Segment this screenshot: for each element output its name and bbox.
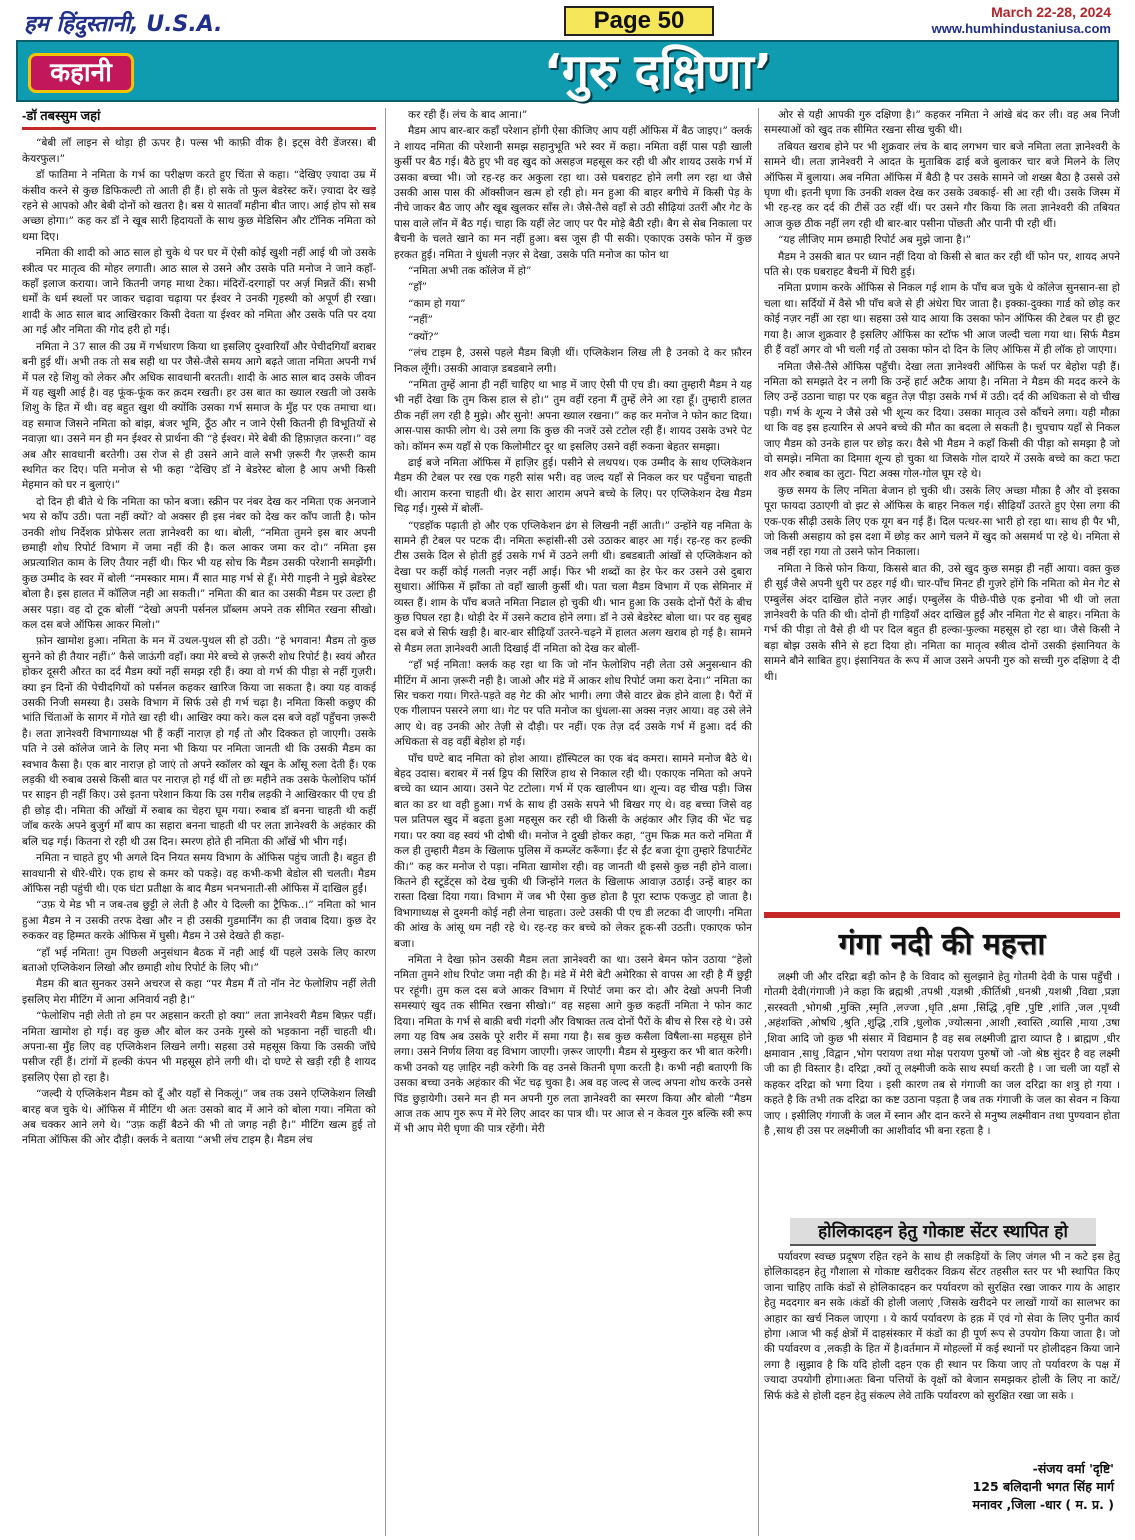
paragraph: नमिता न चाहते हुए भी अगले दिन नियत समय विभाग के ऑफिस पहुंच जाती है। बहुत ही सावधानी से धीरे-धीरे। एक हाथ से कमर को पकड़े। वह कभी-कभी बेडोल सी चलती। मैडम ऑफिस नही पहुंची थी। एक घंटा प्रतीक्षा के बाद मैडम भनभनाती-सी ऑफिस में दाखिल हुईं। (22, 852, 376, 895)
author-address-line: मनावर ,जिला -धार ( म. प्र. ) (972, 1497, 1114, 1512)
paragraph: लक्ष्मी जी और दरिद्रा बड़ी कोन है के विवाद को सुलझाने हेतु गोतमी देवी के पास पहुँची । गोतमी देवी(गंगाजी )ने कहा कि ब्रह्मश्री ,तपश्री ,यज्ञश्री ,कीर्तिश्री ,धनश्री ,यशश्री ,विद्या ,प्रज्ञा ,सरस्वती ,भोगश्री ,मुक्ति ,स्मृति ,लज्जा ,धृति ,क्षमा ,सिद्धि ,वृष्टि ,पुष्टि ,शांति ,जल ,पृथ्वी ,अहंशक्ति ,ओषधि ,श्रुति ,शुद्धि ,रात्रि ,धुलोक ,ज्योत्सना ,आशी ,स्वास्ति ,व्यासि ,माया ,उषा ,शिवा आदि जो कुछ भी संसार में विद्यमान है वह सब लक्ष्मीजी द्वारा व्याप्त है । ब्राह्मण ,धीर क्षमावान ,साधु ,विद्वान ,भोग परायण तथा मोक्ष परायण पुरुषों जो -जो श्रेष्ठ सुंदर है वह लक्ष्मी जी का ही विस्तार है। दरिद्रा ,क्यों तू लक्ष्मीजी कके साथ स्पर्धा करती है । जा चली जा यहाँ से कहकर दरिद्रा को भगा दिया । इसी कारण तब से गंगाजी का जल दरिद्रा का शत्रु हो गया । कहते है कि तभी तक दरिद्रा का कष्ट उठाना पड़ता है जब तक गंगाजी के जल का सेवन न किया जाए । इसीलिए गंगाजी के जल में स्नान और दान करने से मनुष्य लक्ष्मीवान तथा पुण्यवान होता है ,साथ ही उस पर लक्ष्मीजी का आशीर्वाद भी बना रहता है । (764, 971, 1120, 1138)
paragraph: “फेलोशिप नही लेती तो हम पर अहसान करती हो क्या” लता ज्ञानेश्वरी मैडम बिफ़र पड़ीं। नमिता खामोश हो गई। वह कुछ और बोल कर उनके गुस्से को भड़काना नहीं चाहती थी। अपना-सा मुँह लिए वह एप्लिकेशन लिखने लगी। सहसा उसे महसूस किया कि उसकी जाँघे पसीज रहीं हैं। टांगों में हल्की कंपन भी महसूस होने लगी थी। दो घण्टे से खड़ी रही है शायद इसलिए ऐसा हो रहा है। (22, 1010, 376, 1084)
byline-rule (22, 127, 376, 130)
story-column-3 (764, 108, 1120, 908)
paragraph: कुछ समय के लिए नमिता बेजान हो चुकी थी। उसके लिए अच्छा मौक़ा है और वो इसका पूरा फायदा उठाएगी वो झट से ऑफिस के बाहर निकल गई। सीढ़ियाँ उतरते हुए ऐसा लगा की एक-एक सीढ़ी उसके लिए एक यूग बन गई हैं। दिल पत्थर-सा भारी हो रहा था। साथ ही पैर भी, जो किसी असहाय को इस दशा में छोड़ कर आगे चलने में खुद को असमर्थ पा रहे थे। नमिता से जब नहीं रहा गया तो उसने फोन निकाला। (764, 484, 1120, 559)
paragraph: नमिता जैसे-तैसे ऑफिस पहुँची। देखा लता ज्ञानेश्वरी ऑफिस के फर्श पर बेहोश पड़ी हैं। नमिता को समझते देर न लगी कि उन्हें हार्ट अटैक आया है। नमिता ने मैडम की मदद करने के लिए उन्हें उठाना चाहा पर एक बहुत तेज़ पीड़ा उसके गर्भ में उठी। दर्द की अधिकता से वो चीख पड़ी। गर्भ के शून्य ने जैसे उसे भी शून्य कर दिया। उसका मातृत्व उसे कौंचने लगा। यही मौक़ा था कि वह इस हत्यारिन से अपने बच्चे की मौत का बदला ले सकती है। चुपचाप यहाँ से निकल जाए मैडम को उनके हाल पर छोड़ कर। वैसे भी मैडम ने कहाँ किसी की पीड़ा को समझा है जो वो समझे। नमिता का दिमाग़ शून्य हो चुका था जिसके गोल दायरे में उसके बच्चे का कटा फटा शव और रुबाब का लुटा- पिटा अक्स गोल-गोल घूम रहे थे। (764, 360, 1120, 481)
paragraph: मैडम आप बार-बार कहाँ परेशान होंगी ऐसा कीजिए आप यहीं ऑफिस में बैठ जाइए।” क्लर्क ने शायद नमिता की परेशानी समझ सहानुभूति भरे स्वर में कहा। नमिता वहीं पास पड़ी खाली कुर्सी पर बैठ गई। बैठे हुए भी वह खुद को असहज महसूस कर रही थी और शायद उसके गर्भ में उसका बच्चा भी। जो रह-रह कर अकुला रहा था। उसे घबराहट होने लगी लग रहा था जैसे उसकी आस पास की ऑक्सीजन खत्म हो रही हो। मन हुआ की बाहर बगीचे में किसी पेड़ के नीचे जाकर बैठ जाए और खूब खुलकर साँस ले। जैसे-तैसे वहाँ से उठी सीढ़ियां उतरीं और गेट के पास वाले लॉन में बैठ गई। चाहा कि यहीं लेट जाए पर पैर मोड़े बैठी रही। बैग से सेब निकाला पर बैचनी के चलते खाने का मन नहीं हुआ। बस जूस ही पी सकी। एकाएक उसके फोन में कुछ हरकत हुई। नमिता ने धुंधली नज़र से देखा, उसके पति मनोज का फोन था (394, 125, 752, 261)
website-url: www.humhindustaniusa.com (931, 21, 1111, 36)
page-number: Page 50 (564, 6, 714, 36)
issue-date: March 22-28, 2024 (991, 4, 1111, 20)
story-column-2 (394, 108, 752, 1536)
ganga-article-body (764, 970, 1120, 1214)
paragraph: डॉ फातिमा ने नमिता के गर्भ का परीक्षण करते हुए चिंता से कहा। “देखिए ज़्यादा उम्र में कंसीव करने से कुछ डिफिकल्टी तो आती ही हैं। हो सके तो फुल बेडरेस्ट करें। ज़्यादा देर खड़े रहने से आपको और बेबी दोनों को खतरा है। बस ये सातवाँ महीना बीत जाए। आई होप सो सब अच्छा होगा।” कह कर डॉ ने खूब सारी हिदायतों के साथ कुछ मेडिसिन और टॉनिक नमिता को थमा दिए। (22, 169, 376, 243)
paragraph: “यह लीजिए माम छमाही रिपोर्ट अब मुझे जाना है।” (778, 234, 972, 247)
paragraph: “हाँ” (408, 281, 428, 294)
paragraph: फ़ोन खामोश हुआ। नमिता के मन में उथल-पुथल सी हो उठी। “हे भगवान! मैडम तो कुछ सुनने को ही तैयार नहीं।” कैसे जाऊंगी वहाँ। क्या मेरे बच्चे से ज़रूरी शोध रिपोर्ट है। स्वयं औरत होकर दूसरी औरत का दर्द मैडम क्यों नहीं समझ रही हैं। क्या वो गर्भ की पीड़ा से नहीं गुज़री। क्या इन दिनों की पेचीदगियों को पर्सनल कहकर खारिज किया जा सकता है। क्या यह वाकई उसकी निजी समस्या है। उसके विभाग में सिर्फ उसे ही गर्भ चढ़ा है। नमिता किसी कछुए की भांति चिंताओं के सागर में गोते खा रही थी। आखिर क्या करे। कल दस बजे वहाँ पहुँचना ज़रूरी है। लता ज्ञानेश्वरी विभागाध्यक्ष भी हैं कहीं नाराज़ हो गईं तो और दिक्कत हो जाएगी। उसके पति ने उसे कॉलेज जाने के लिए मना भी किया पर नमिता जानती थी कि उसकी मैडम का स्वभाव कैसा है। एक बार नाराज़ हो जाएं तो अपने स्कॉलर को खून के आँसू रुला देती हैं। एक लड़की थी रुबाब उससे किसी बात पर नाराज़ हो गई थीं तो छः महीने तक उसके फेलोशिप फॉर्म पर साइन ही नहीं किए। उसे इतना परेशान किया कि उस गरीब लड़की ने आखिरकार पी एच डी ही छोड़ दी। नमिता की आँखों में रुबाब का चेहरा घूम गया। रुबाब डॉ बनना चाहती थी कहीं जॉब करके अपने बुजुर्ग माँ बाप का सहारा बनना चाहती थी पर लता ज्ञानेश्वरी के अहंकार की बलि चढ़ गई। कितना रो रही थी उस दिन। स्मरण होते ही नमिता की आँखें भी भीग गईं। (22, 635, 376, 848)
paragraph: ओर से यही आपकी गुरु दक्षिणा है।” कहकर नमिता ने आंखे बंद कर ली। वह अब निजी समस्याओं को खुद तक सीमित रखना सीख चुकी थी। (764, 109, 1120, 137)
author-signature: -संजय वर्मा 'दृष्टि' (1032, 1461, 1114, 1476)
paragraph: “काम हो गया” (408, 297, 466, 310)
ganga-article-title: गंगा नदी की महत्ता (838, 927, 1046, 962)
paragraph: “उफ़ ये मेड भी न जब-तब छुट्टी ले लेती है और ये दिल्ली का ट्रैफिक..।” नमिता को भान हुआ मैडम ने न उसकी तरफ देखा और न ही उसकी गुडमार्निंग का ही जवाब दिया। कुछ देर रुककर वह हिम्मत करके ऑफिस में घुसी। मैडम ने उसे देखते ही कहा- (22, 899, 376, 943)
paragraph: पर्यावरण स्वच्छ प्रदूषण रहित रहने के साथ ही लकड़ियों के लिए जंगल भी न कटे इस हेतु होलिकादहन हेतु गौशाला से गोकाष्ट खरीदकर विक्रय सेंटर तहसील स्तर पर भी स्थापित किए जाना चाहिए ताकि कंडों से होलिकादहन कर पर्यावरण को सुरक्षित रखा जाकर गाय के आहार हेतु मददगार बन सके ।कंडों की होली जलाएं ,जिसके खरीदने पर लाखों गायों का सालभर का आहार का खर्च निकल जाएगा । ये कार्य पर्यावरण के हक़ में एवं गो सेवा के लिए पुनीत कार्य होगा ।आज भी कई क्षेत्रों में दाहसंस्कार में कंडों का ही पूर्ण रूप से उपयोग किया जाता है। जो की पर्यावरण व ,लकड़ी के हित में है।वर्तमान में मोहल्लों में कई स्थानों पर होलीदहन किया जाने लगा है ।सुझाव है कि यदि होली दहन एक ही स्थान पर किया जाए तो पर्यावरण के पक्ष में ज्यादा उपयोगी होगा।अतः बिना पत्तियों के वृक्षों को बेजान समझकर होली के लिए ना काटें/सिर्फ कंडे से होली दहन हेतु संकल्प लेवे ताकि पर्यावरण को सुरक्षित रखा जा सके । (764, 1251, 1120, 1402)
holika-article-title: होलिकादहन हेतु गोकाष्ट सेंटर स्थापित हो (790, 1218, 1096, 1246)
author-address-line: 125 बलिदानी भगत सिंह मार्ग (972, 1479, 1114, 1494)
paragraph: दो दिन ही बीते थे कि नमिता का फोन बजा। स्क्रीन पर नंबर देख कर नमिता एक अनजाने भय से काँप उठी। पता नहीं क्यों? वो अक्सर ही इस नंबर को देख कर काँप जाती है। फोन उनकी शोध निर्देशक प्रोफेसर लता ज्ञानेश्वरी का था। बोली, “नमिता तुमने इस बार अपनी छमाही शोध रिपोर्ट विभाग में जमा नहीं की है। कल आकर जमा कर दो।” नमिता इस अप्रत्याशित काम के लिए तैयार नहीं थी। फिर भी यह सोच कि मैडम उसकी परेशानी समझेंगी। कुछ उम्मीद के स्वर में बोली “नमस्कार माम। मैं सात माह गर्भ से हूँ। मेरी गाइनी ने मुझे बेडरेस्ट बोला है। इस हालत में कॉलिज नही आ सकती।” नमिता की बात का उसकी मैडम पर उल्टा ही असर पड़ा। वह दो टूक बोलीं “देखो अपनी पर्सनल प्रॉब्लम अपने तक सीमित रखना सीखो। कल दस बजे ऑफिस आकर मिलो।” (22, 495, 376, 631)
paragraph: पाँच घण्टे बाद नमिता को होश आया। हॉस्पिटल का एक बंद कमरा। सामने मनोज बैठे थे। बेहद उदास। बराबर में नर्स ड्रिप की सिरिंज हाथ से निकाल रही थी। एकाएक नमिता को अपने बच्चे का ध्यान आया। उसने पेट टटोला। गर्भ में एक खालीपन था। शून्य। वह चीख पड़ी। जिस बात का डर था वही हुआ। गर्भ के साथ ही उसके सपने भी बिखर गए थे। वह बच्चा जिसे वह पल प्रतिपल खुद में बढ़ता हुआ महसूस कर रही थी किसी के अहंकार और ज़िद की भेंट चढ़ गया। पर क्या वह स्वयं भी दोषी थी। मनोज ने दुखी होकर कहा, “तुम फिक्र मत करो नमिता मैं कल ही तुम्हारी मैडम के खिलाफ पुलिस में कम्प्लेंट करूँगा। ईंट से ईंट बजा दूंगा तुम्हारे डिपार्टमेंट की।” कह कर मनोज रो पड़ा। नमिता खामोश रही। वह जानती थी इससे कुछ नही होने वाला। कितने ही स्टूडेंट्स को देख चुकी थी जिन्होंने गलत के खिलाफ आवाज़ उठाई। उन्हें बाहर का रास्ता दिखा दिया गया। विभाग में जब भी ऐसा कुछ होता है पूरा स्टाफ एकजुट हो जाता है। विभागाध्यक्ष से दुश्मनी कोई नही लेना चाहता। उल्टे उसकी पी एच डी लटका दी जाएगी। नमिता की आंख के आंसू थम नही रहे थे। रह-रह कर बच्चे को लेकर हूक-सी उठती। एकाएक फोन बजा। (394, 752, 752, 950)
paragraph: “एडहॉक पढ़ाती हो और एक एप्लिकेशन ढंग से लिखनी नहीं आती।” उन्होंने यह नमिता के सामने ही टेबल पर पटक दी। नमिता रूहांसी-सी उसे उठाकर बाहर आ गई। रह-रह कर हल्की टीस उसके दिल से होती हुई उसके गर्भ में उठने लगी थी। डबडबाती आंखों से एप्लिकेशन को देखा पर कहीं कोई गलती नज़र नहीं आई। फिर भी शब्दों का हेर फेर कर उसने उसे दुबारा सुधारा। ऑफिस में झाँका तो वहाँ खाली कुर्सी थी। पता चला मैडम विभाग में एक सेमिनार में व्यस्त हैं। शाम के पाँच बजते नमिता निढाल हो चुकी थी। भान हुआ कि उसके दोनों पैरों के बीच कुछ पिघल रहा है। थोड़ी देर में उसने कटाव होने लगा। डॉ ने उसे बेडरेस्ट बोला था। पर वह सुबह दस बजे से सिर्फ खड़ी है। बार-बार सीढ़ियाँ उतरने-चढ़ने में हालत अलग खराब हो गई है। सामने से मैडम लता ज्ञानेश्वरी आती दिखाई दीं नमिता को देख कर बोलीं- (394, 519, 752, 655)
paragraph: नमिता प्रणाम करके ऑफिस से निकल गई शाम के पाँच बज चुके थे कॉलेज सुनसान-सा हो चला था। सर्दियों में वैसे भी पाँच बजे से ही अंधेरा घिर जाता है। इक्का-दुक्का गार्ड को छोड़ कर कोई नज़र नहीं आ रहा था। सहसा उसे याद आया कि उसका फोन ऑफिस की टेबल पर ही छूट गया है। आज शुक्रवार है इसलिए ऑफिस का स्टॉफ भी आज जल्दी चला गया था। सिर्फ मैडम ही हैं वहाँ अगर वो भी चली गईं तो उसका फोन दो दिन के लिए ऑफिस में ही लॉक हो जाएगा। (764, 282, 1120, 357)
paragraph: “जल्दी ये एप्लिकेशन मैडम को दूँ और यहाँ से निकलूं।” जब तक उसने एप्लिकेशन लिखी बारह बज चुके थे। ऑफिस में मीटिंग थी अतः उसको बाद में आने को बोला गया। नमिता को अब चक्कर आने लगे थे। “उफ़ कहीं बैठने की भी तो जगह नही है।” मीटिंग खत्म हुई तो नमिता ऑफिस की ओर दौड़ी। क्लर्क ने बताया “अभी लंच टाइम है। मैडम लंच (22, 1088, 376, 1147)
section-label: कहानी (28, 53, 134, 93)
paragraph: नमिता ने किसे फोन किया, किससे बात की, उसे खुद कुछ समझ ही नहीं आया। वक़्त कुछ ही सुई जैसे अपनी धुरी पर ठहर गई थी। चार-पाँच मिनट ही गुज़रे होंगे कि नमिता को मेन गेट से एम्बुलेंस अंदर दाखिल होते नज़र आई। एम्बुलेंस के पीछे-पीछे एक इनोवा भी थी जो लता ज्ञानेश्वरी के पति की थी। दोनों ही गाड़ियाँ अंदर दाखिल हुईं और नमिता गेट से बाहर। नमिता के गर्भ की पीड़ा तो वैसे ही थी पर दिल बहुत ही हल्का-फुल्का महसूस हो रहा था। जैसे किसी ने बड़ा बोझ उसके सीने से हटा दिया हो। नमिता का मातृत्व स्त्रीत्व दोनों उसकी इंसानियत के सामने बौने साबित हुए। इंसानियत के रूप में आज उसने अपनी गुरु को सच्ची गुरु दक्षिणा दे दी थी। (764, 562, 1120, 683)
paragraph: मैडम ने उसकी बात पर ध्यान नहीं दिया वो किसी से बात कर रही थीं फोन पर, शायद अपने पति से। एक घबराहट बैचनी में घिरी हुई। (764, 250, 1120, 279)
paragraph: कर रही हैं। लंच के बाद आना।” (408, 109, 528, 121)
paragraph: ढाई बजे नमिता ऑफिस में हाज़िर हुई। पसीने से लथपथ। एक उम्मीद के साथ एप्लिकेशन मैडम की टेबल पर रख एक गहरी सांस भरी। वह जल्द यहाँ से निकल कर घर पहुँचना चाहती थी। आराम करना चाहती थी। ढेर सारा आराम अपने बच्चे के लिए। पर एप्लिकेशन देख मैडम चिढ़ गईं। गुस्से में बोलीं- (394, 456, 752, 516)
column-divider (385, 108, 386, 1536)
paragraph: “हाँ भई नमिता! क्लर्क कह रहा था कि जो नॉन फेलोशिप नही लेता उसे अनुसन्धान की मीटिंग में आना ज़रूरी नही है। जाओ और मंडे में आकर शोध रिपोर्ट जमा करा देना।” नमिता का सिर चकरा गया। गिरते-पड़ते वह गेट की ओर भागी। लगा जैसे वाटर ब्रेक होने वाला है। पैरों में एक गीलापन पसरने लगा था। गेट पर पति मनोज का धुंधला-सा अक्स नज़र आया। वह उसे लेने आए थे। वह उनकी ओर तेज़ी से दौड़ी। पर नहीं। एक तेज़ दर्द उसके गर्भ में हुआ। दर्द की अधिकता से वह वहीं बेहोश हो गई। (394, 659, 752, 749)
story-title: ‘गुरु दक्षिणा’ (543, 44, 773, 100)
paragraph: “नमिता तुम्हें आना ही नहीं चाहिए था भाड़ में जाए ऐसी पी एच डी। क्या तुम्हारी मैडम ने यह भी नहीं देखा कि तुम किस हाल से हो।” तुम वहीं रहना मैं तुम्हें लेने आ रहा हूँ। तुम्हारी हालत ठीक नहीं लग रही है मुझे। और सुनो! अपना ख्याल रखना।” कह कर मनोज ने फोन काट दिया। आस-पास काफी लोग थे। उसे लगा कि कुछ की नजरें उसे टटोल रही हैं। शायद उसके उभरे पेट को। कॉमन रूम यहाँ से एक किलोमीटर दूर था इसलिए उसने वहीं रुकना बेहतर समझा। (394, 378, 752, 453)
publication-name: हम हिंदुस्तानी, U.S.A. (24, 12, 223, 37)
paragraph: “नहीं” (408, 314, 433, 327)
paragraph: नमिता ने 37 साल की उम्र में गर्भधारण किया था इसलिए दुश्वारियाँ और पेचीदगियाँ बराबर बनी हुई थीं। अभी तक तो सब सही था पर जैसे-जैसे समय आगे बढ़ते जाता नमिता अपनी गर्भ में पल रहे शिशु को लेकर और अधिक सावधानी बरतती। शादी के आठ साल बाद उसके जीवन में यह खुशी आई है। वह फूंक-फूंक कर क़दम रखती। हर उस बात का ख्याल रखती जो उसके शिशु के हित में थी। वह बहुत खुश थी क्योंकि उसका गर्भ समाज के मुँह पर एक तमाचा था। वह समाज जिसने नमिता को बांझ, बंजर भूमि, ठूँठ और न जाने ऐसी कितनी ही विभूतियों से नवाज़ा था। उसने मन ही मन ईश्वर से प्रार्थना की “हे ईश्वर। मेरे बेबी की हिफ़ाज़त करना।” वह अब और सावधानी बरतेगी। उस रोज से ही उसने आने वाले सभी ज़रूरी गैर ज़रूरी काम स्थगित कर दिए। पति मनोज से भी कहा “देखिए डॉ ने बेडरेस्ट बोला है आप अभी किसी मेहमान को घर न बुलाएं।” (22, 340, 376, 492)
paragraph: “नमिता अभी तक कॉलेज में हो” (408, 265, 532, 278)
paragraph: तबियत खराब होने पर भी शुक्रवार लंच के बाद लगभग चार बजे नमिता लता ज्ञानेश्वरी के सामने थी। लता ज्ञानेश्वरी ने आदत के मुताबिक ढाई बजे बुलाकर चार बजे मिलने के लिए ऑफिस में बुलाया। अब नमिता ऑफिस में बैठी है पर उसके सामने जो शख्स बैठा है उससे उसे घृणा थी। इतनी घृणा कि उनकी शक्ल देख कर उसके उबकाई- सी आ रही थी। उसके जिस्म में भी रह-रह कर दर्द की टीसें उठ रहीं थीं। पर उसने गौर किया कि लता ज्ञानेश्वरी की तबियत आज कुछ ठीक नहीं लग रही थी बार-बार पसीना पोंछती और पानी पी रही थीं। (764, 140, 1120, 230)
paragraph: नमिता ने देखा फ़ोन उसकी मैडम लता ज्ञानेश्वरी का था। उसने बेमन फोन उठाया “हेलो नमिता तुमने शोध रिपोट जमा नही की है। मंडे में मेरी बेटी अमेरिका से वापस आ रही है मैं छुट्टी पर रहूंगी। तुम कल दस बजे आकर विभाग में रिपोर्ट जमा कर दो। और देखो अपनी निजी समस्याएं खुद तक सीमित रखना सीखो।” वह सहसा आगे कुछ कहतीं नमिता ने फोन काट दिया। नमिता के गर्भ से बाक़ी बची गंदगी और विषाक्त तत्व दोनों पैरों के बीच से रिस रहे थे। उसे लगा यह विष अब उसके पूरे शरीर में समा गया है। सब कुछ कसैला विषैला-सा महसूस होने लगा। उसने निर्णय लिया वह विभाग जाएगी। ज़रूर जाएगी। मैडम से मुस्कुरा कर भी बात करेगी। कभी उनको यह ज़ाहिर नही करेगी कि वह उनसे कितनी घृणा करती है। कभी नही बताएगी कि उसका बच्चा उनके अहंकार की भेंट चढ़ चुका है। अब वह जल्द से जल्द अपना शोध करके उनसे पिंड छुड़ायेगी। उसने मन ही मन अपनी गुरु लता ज्ञानेश्वरी का स्मरण किया और बोली “मैडम आज तक आप गुरु रूप में मेरे लिए आदर का पात्र थी। पर आज से न केवल गुरु बल्कि स्त्री रूप में भी आप मेरी घृणा की पात्र रहेंगी। मेरी (394, 953, 752, 1136)
paragraph: नमिता की शादी को आठ साल हो चुके थे पर घर में ऐसी कोई खुशी नहीं आई थी जो उसके स्त्रीत्व पर मातृत्व की मोहर लगाती। आठ साल से उसने और उसके पति मनोज ने जाने कहाँ-कहाँ इलाज कराया। जाने कितनी जगह माथा टेका। मंदिरों-दरगाहों पर अर्ज़ मिन्नतें कीं। सभी धर्मों के धर्म स्थलों पर जाकर चढ़ावा चढ़ाया पर ईश्वर ने उनकी गृहस्थी को अपूर्ण ही रखा। शादी के आठ साल बाद आखिरकार किसी देवता या ईश्वर को नमिता और उसके पति पर दया आ गई और नमिता की गोद हरी हो गई। (22, 247, 376, 337)
paragraph: मैडम की बात सुनकर उसने अचरज से कहा “पर मैडम मैं तो नॉन नेट फेलोशिप नहीं लेती इसलिए मेरा मीटिंग में आना अनिवार्य नही है।” (22, 978, 376, 1006)
author-byline: -डॉ तबस्सुम जहां (22, 108, 101, 123)
paragraph: “हाँ भई नमिता! तुम पिछली अनुसंधान बैठक में नही आई थीं पहले उसके लिए कारण बताओ एप्लिकेशन लिखो और छमाही शोध रिपोर्ट के लिए भी।” (22, 946, 376, 974)
story-column-1 (22, 108, 376, 1536)
author-signature-block (764, 1460, 1114, 1538)
story-banner (16, 40, 1119, 102)
paragraph: “लंच टाइम है, उससे पहले मैडम बिज़ी थीं। एप्लिकेशन लिख ली है उनको दे कर फ़ौरन निकल लूँगी। उसकी आवाज़ डबडबाने लगी। (394, 347, 752, 375)
article-divider (764, 912, 1120, 918)
paragraph: “क्यों?” (408, 330, 439, 343)
masthead (16, 4, 1119, 37)
column-divider (758, 108, 759, 1536)
paragraph: “बेबी लॉ लाइन से थोड़ा ही ऊपर है। पल्स भी काफ़ी वीक है। इट्स वेरी डेंजरस। बी केयरफुल।” (22, 137, 376, 165)
holika-article-body (764, 1250, 1120, 1458)
